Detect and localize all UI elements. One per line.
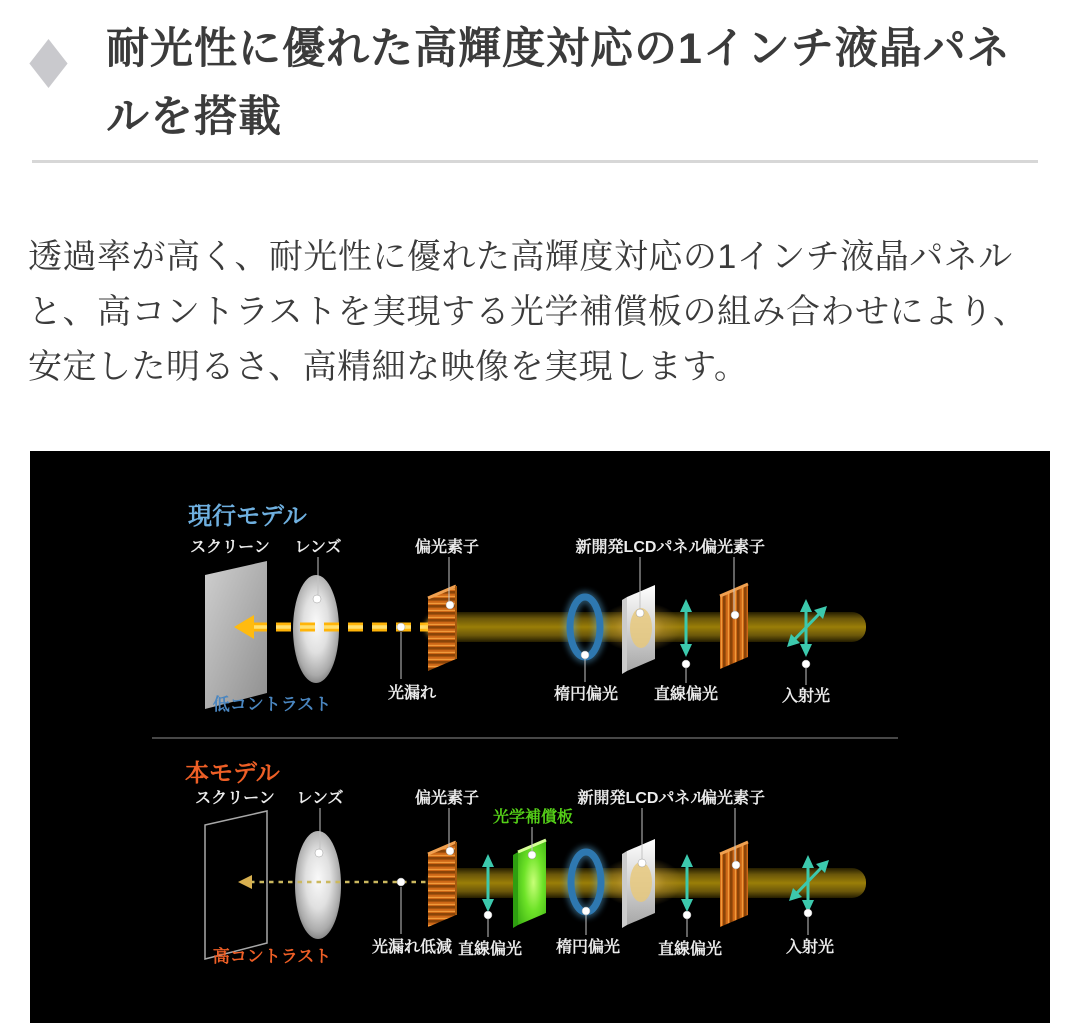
label-low-contrast: 低コントラスト (212, 695, 332, 714)
label-high-contrast: 高コントラスト (212, 947, 332, 966)
label-light-leak: 光漏れ (387, 685, 437, 702)
label-lens: レンズ (296, 790, 344, 807)
label-screen: スクリーン (195, 790, 275, 807)
optical-diagram-panel (30, 451, 1050, 1023)
new-model-diagram (185, 760, 866, 966)
current-model-diagram (188, 503, 866, 714)
label-elliptical: 楕円偏光 (553, 686, 619, 703)
diamond-bullet-icon (29, 39, 67, 88)
label-incident: 入射光 (781, 688, 831, 705)
body-text-line-3: 安定した明るさ、高精細な映像を実現します。 (28, 348, 749, 386)
screen-shape (205, 811, 267, 959)
label-polarizer-out: 偏光素子 (414, 790, 480, 807)
label-lcd-panel: 新開発LCDパネル (575, 539, 705, 556)
page-title-line-2: ルを搭載 (106, 93, 282, 141)
label-linear-in: 直線偏光 (657, 941, 723, 958)
label-lens: レンズ (294, 539, 342, 556)
label-polarizer-out: 偏光素子 (414, 539, 480, 556)
lens-shape (295, 831, 341, 939)
label-linear: 直線偏光 (653, 686, 719, 703)
label-incident: 入射光 (785, 939, 835, 956)
label-light-leak-reduced: 光漏れ低減 (371, 939, 453, 956)
body-text-line-2: と、高コントラストを実現する光学補償板の組み合わせにより、 (28, 293, 1028, 331)
optical-diagram (30, 451, 1050, 1023)
label-polarizer-in: 偏光素子 (700, 539, 766, 556)
polarizer-out-shape (428, 586, 456, 671)
current-model-title: 現行モデル (188, 503, 307, 530)
label-compensation-plate: 光学補償板 (492, 809, 574, 826)
lcd-panel-shape (622, 839, 655, 928)
label-linear-out: 直線偏光 (457, 941, 523, 958)
heading-divider (32, 160, 1038, 163)
label-lcd-panel: 新開発LCDパネル (577, 790, 707, 807)
beam-arrow-icon (238, 875, 252, 889)
new-model-title: 本モデル (185, 760, 280, 787)
lcd-panel-shape (622, 585, 655, 674)
polarizer-in-shape (720, 842, 748, 927)
label-polarizer-in: 偏光素子 (700, 790, 766, 807)
label-elliptical: 楕円偏光 (555, 939, 621, 956)
body-text-line-1: 透過率が高く、耐光性に優れた高輝度対応の1インチ液晶パネル (28, 238, 1013, 276)
label-screen: スクリーン (190, 539, 270, 556)
page-title-line-1: 耐光性に優れた高輝度対応の1インチ液晶パネ (106, 25, 1011, 73)
